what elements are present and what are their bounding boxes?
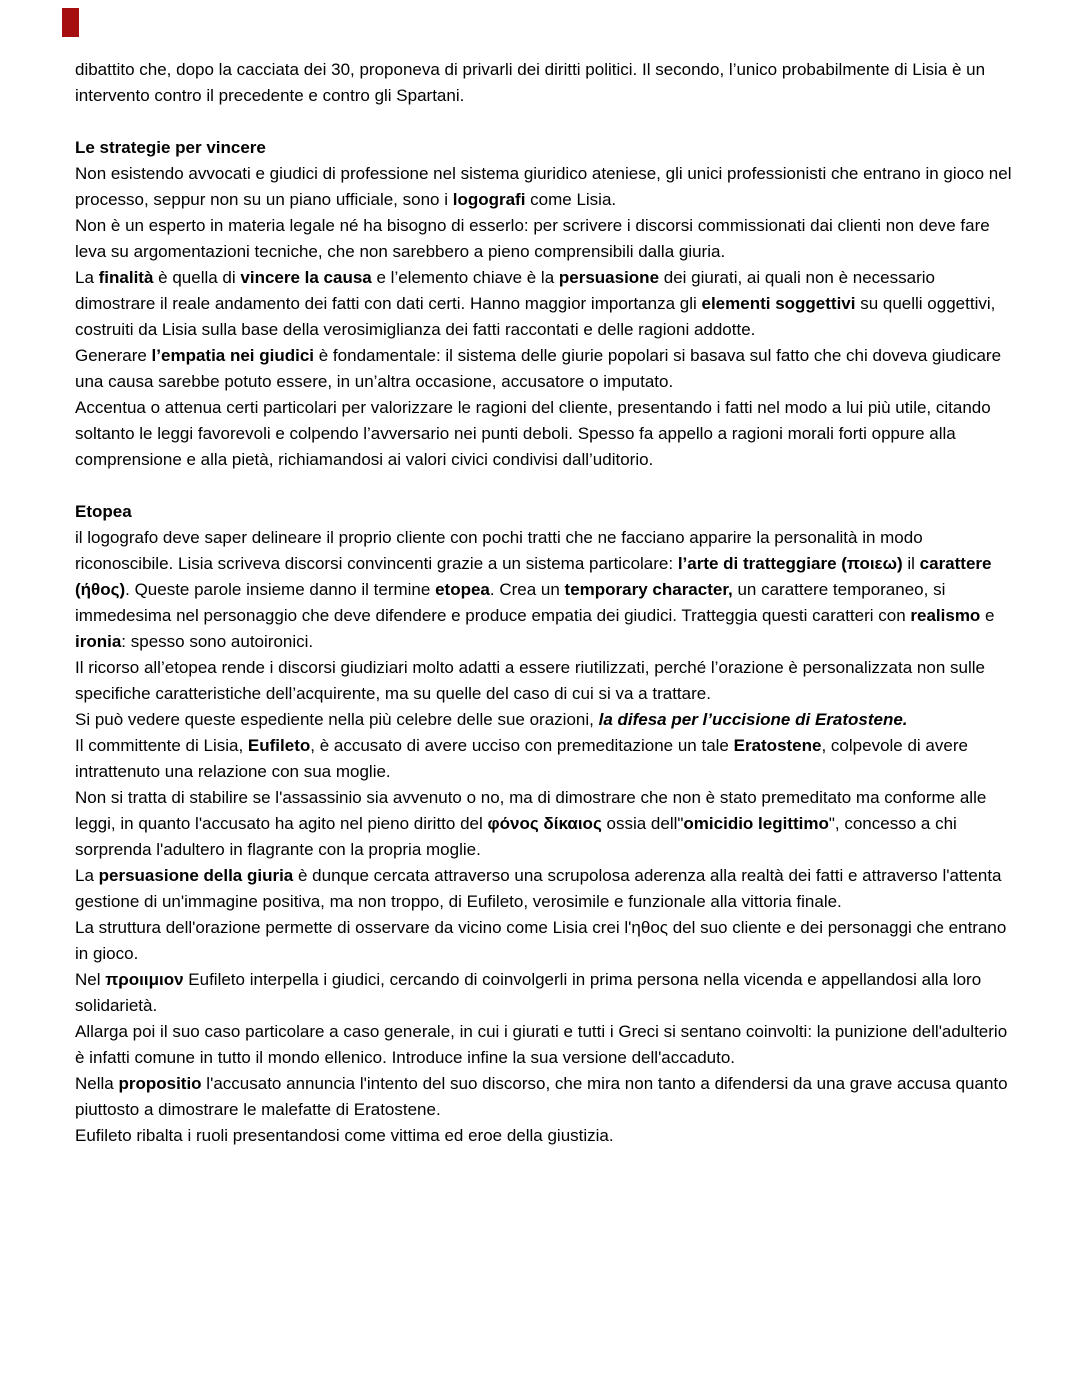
- text-run: Non è un esperto in materia legale né ha bisogno di esserlo: per scrivere i discorsi commissionati dai clienti non deve fare leva su argomentazioni tecniche, che non sarebbero a pieno comprensibili dalla giuria.: [75, 216, 990, 261]
- text-run: Il ricorso all’etopea rende i discorsi giudiziari molto adatti a essere riutilizzati, perché l’orazione è personalizzata non sulle specifiche caratteristiche dell’acquirente, ma su quelle del caso di cui si va a trattare.: [75, 658, 985, 703]
- text-run: un carattere temporaneo, si immedesima nel personaggio che deve difendere e produce empatia dei giudici. Tratteggia questi caratteri con: [75, 580, 946, 625]
- text-run: etopea: [435, 580, 490, 599]
- text-run: Eufileto ribalta i ruoli presentandosi come vittima ed eroe della giustizia.: [75, 1126, 614, 1145]
- paragraph: [75, 213, 1013, 265]
- text-run: La: [75, 268, 99, 287]
- text-run: φόνος δίκαιος: [487, 814, 602, 833]
- text-run: , è accusato di avere ucciso con premeditazione un tale: [310, 736, 734, 755]
- section-heading: [75, 135, 1013, 161]
- text-run: e: [980, 606, 995, 625]
- text-run: l'accusato annuncia l'intento del suo discorso, che mira non tanto a difendersi da una grave accusa quanto piuttosto a dimostrare le malefatte di Eratostene.: [75, 1074, 1008, 1119]
- text-run: Le strategie per vincere: [75, 138, 266, 157]
- paragraph: [75, 57, 1013, 109]
- text-run: Il committente di Lisia,: [75, 736, 248, 755]
- text-run: su quelli oggettivi, costruiti da Lisia sulla base della verosimiglianza dei fatti raccontati e delle ragioni addotte.: [75, 294, 996, 339]
- text-run: come Lisia.: [525, 190, 617, 209]
- text-run: dibattito che, dopo la cacciata dei 30, proponeva di privarli dei diritti politici. Il secondo, l’unico probabilmente di Lisia è un intervento contro il precedente e contro gli Spartani.: [75, 60, 986, 105]
- text-run: è quella di: [153, 268, 241, 287]
- text-run: Eufileto: [247, 736, 311, 755]
- text-run: è fondamentale: il sistema delle giurie popolari si basava sul fatto che chi doveva giudicare una causa sarebbe potuto essere, in un’altra occasione, accusatore o imputato.: [75, 346, 1002, 391]
- paragraph: [75, 1071, 1013, 1123]
- text-run: Generare: [75, 346, 152, 365]
- text-run: Si può vedere queste espediente nella più celebre delle sue orazioni,: [75, 710, 599, 729]
- paragraph: [75, 1019, 1013, 1071]
- text-run: il: [902, 554, 920, 573]
- paragraph: [75, 967, 1013, 1019]
- text-run: Eufileto interpella i giudici, cercando di coinvolgerli in prima persona nella vicenda e appellandosi alla loro solidarietà.: [75, 970, 982, 1015]
- document-body: [75, 57, 1013, 1149]
- text-run: Nel: [75, 970, 106, 989]
- text-run: Etopea: [75, 502, 132, 521]
- text-run: προιιμιον: [105, 970, 184, 989]
- text-run: Accentua o attenua certi particolari per valorizzare le ragioni del cliente, presentando i fatti nel modo a lui più utile, citando soltanto le leggi favorevoli e colpendo l’avversario nei punti deboli. Spesso fa appello a ragioni morali forti oppure alla comprensione e alla pietà, richiamandosi ai valori civici condivisi dall’uditorio.: [75, 398, 991, 469]
- text-run: carattere (ήθος): [75, 554, 992, 599]
- text-run: La: [75, 866, 99, 885]
- text-run: il logografo deve saper delineare il proprio cliente con pochi tratti che ne facciano apparire la personalità in modo riconoscibile. Lisia scriveva discorsi convincenti grazie a un sistema particolare:: [75, 528, 923, 573]
- blank-line: [75, 109, 1013, 135]
- text-run: logografi: [452, 190, 526, 209]
- paragraph: [75, 655, 1013, 707]
- text-run: l’arte di tratteggiare (ποιεω): [677, 554, 903, 573]
- text-run: Non esistendo avvocati e giudici di professione nel sistema giuridico ateniese, gli unici professionisti che entrano in gioco nel processo, seppur non su un piano ufficiale, sono i: [75, 164, 1012, 209]
- text-run: . Crea un: [489, 580, 565, 599]
- text-run: Allarga poi il suo caso particolare a caso generale, in cui i giurati e tutti i Greci si sentano coinvolti: la punizione dell'adulterio è infatti comune in tutto il mondo ellenico. Introduce infine la sua versione dell'accaduto.: [75, 1022, 1008, 1067]
- paragraph: [75, 785, 1013, 863]
- text-run: propositio: [118, 1074, 202, 1093]
- text-run: dei giurati, ai quali non è necessario dimostrare il reale andamento dei fatti con dati certi. Hanno maggior importanza gli: [75, 268, 935, 313]
- text-run: omicidio legittimo: [683, 814, 829, 833]
- text-run: ossia dell": [601, 814, 684, 833]
- text-run: : spesso sono autoironici.: [121, 632, 314, 651]
- paragraph: [75, 707, 1013, 733]
- paragraph: [75, 915, 1013, 967]
- text-run: la difesa per l’uccisione di Eratostene.: [598, 710, 908, 729]
- text-run: vincere la causa: [240, 268, 372, 287]
- paragraph: [75, 265, 1013, 343]
- text-run: l’empatia nei giudici: [151, 346, 315, 365]
- paragraph: [75, 525, 1013, 655]
- paragraph: [75, 1123, 1013, 1149]
- text-run: Non si tratta di stabilire se l'assassinio sia avvenuto o no, ma di dimostrare che non è stato premeditato ma conforme alle leggi, in quanto l'accusato ha agito nel pieno diritto del: [75, 788, 987, 833]
- text-run: La struttura dell'orazione permette di osservare da vicino come Lisia crei l'ηθος del suo cliente e dei personaggi che entrano in gioco.: [75, 918, 1007, 963]
- text-run: temporary character,: [564, 580, 733, 599]
- text-run: realismo: [910, 606, 981, 625]
- text-run: e l’elemento chiave è la: [371, 268, 559, 287]
- paragraph: [75, 863, 1013, 915]
- text-run: elementi soggettivi: [701, 294, 856, 313]
- text-run: persuasione: [558, 268, 660, 287]
- paragraph: [75, 343, 1013, 395]
- paragraph: [75, 161, 1013, 213]
- text-run: Nella: [75, 1074, 119, 1093]
- text-run: . Queste parole insieme danno il termine: [125, 580, 436, 599]
- section-heading: [75, 499, 1013, 525]
- paragraph: [75, 733, 1013, 785]
- text-run: è dunque cercata attraverso una scrupolosa aderenza alla realtà dei fatti e attraverso l'attenta gestione di un'immagine positiva, ma non troppo, di Eufileto, verosimile e funzionale alla vittoria finale.: [75, 866, 1002, 911]
- text-run: ", concesso a chi sorprenda l'adultero in flagrante con la propria moglie.: [75, 814, 957, 859]
- paragraph: [75, 395, 1013, 473]
- text-run: Eratostene: [733, 736, 822, 755]
- text-run: ironia: [75, 632, 122, 651]
- text-run: finalità: [98, 268, 154, 287]
- blank-line: [75, 473, 1013, 499]
- red-highlight-mark: [62, 8, 79, 37]
- text-run: , colpevole di avere intrattenuto una relazione con sua moglie.: [75, 736, 968, 781]
- text-run: persuasione della giuria: [98, 866, 294, 885]
